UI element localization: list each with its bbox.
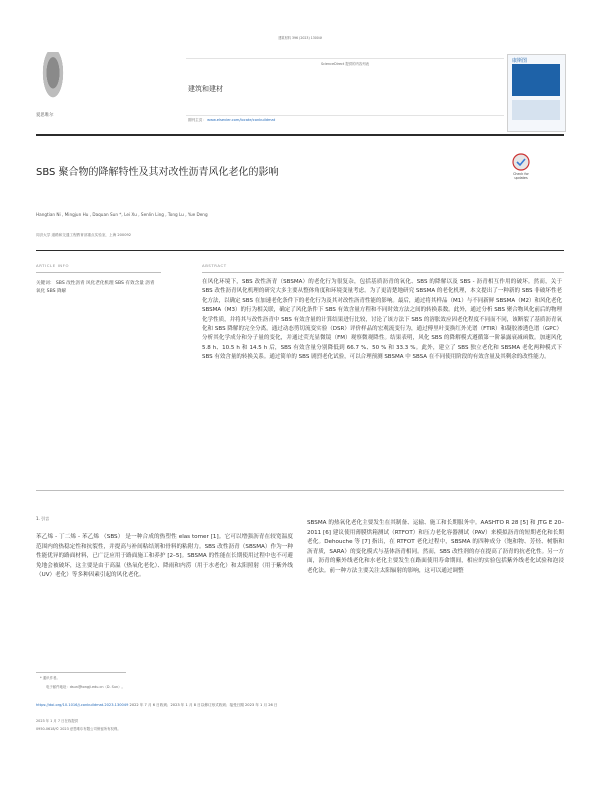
header-rule-mid xyxy=(186,115,504,116)
intro-heading: 1. 引言 xyxy=(36,516,50,521)
abstract-rule xyxy=(202,272,564,273)
header-rule-top xyxy=(186,58,504,59)
available-online: 2023 年 1 月 7 日在线提供 xyxy=(36,719,79,723)
copyright-line: 0950-0618/© 2023 爱思唯尔有限公司保留所有权利。 xyxy=(36,727,121,731)
check-updates-label-2: updates xyxy=(514,176,528,180)
journal-name: 建筑和建材 xyxy=(188,85,223,93)
abstract-heading: ABSTRACT xyxy=(202,263,227,268)
email-note: 电子邮件地址：dsun@tongji.edu.cn（D. Sun）。 xyxy=(46,685,125,689)
abstract-end-rule xyxy=(36,490,564,491)
check-updates-label: Check for xyxy=(513,172,529,176)
author-divider xyxy=(36,250,564,251)
author-list: Hangtian Ni , Mingjun Hu , Daquan Sun *, Lei Xu , Senlin Ling , Tong Lu , Yue Deng xyxy=(36,212,208,217)
contents-line: ScienceDirect 提供的内容列表 xyxy=(320,62,370,66)
check-for-updates-button[interactable] xyxy=(508,152,534,182)
header-divider xyxy=(36,134,564,136)
received-dates: 2022 年 7 月 6 日收到；2023 年 1 月 8 日以修订形式收到；接受日期 2023 年 1 月 26 日 xyxy=(129,703,278,707)
doi-link[interactable]: https://doi.org/10.1016/j.conbuildmat.2023.130049 xyxy=(36,703,129,707)
article-info-rule xyxy=(36,272,161,273)
cover-graphic-secondary xyxy=(512,100,560,120)
footnote-rule xyxy=(36,672,126,673)
homepage-label: 期刊主页： xyxy=(188,118,206,122)
intro-left-column: 苯乙烯 - 丁二烯 - 苯乙烯 （SBS） 是一种合成的热塑性 elas tomer [1]。它可以增强沥青在较宽温度范围内的热稳定性和抗裂性，并提高与补间粘结剂和骨料的粘附力。SBS 改性沥青（SBSMA）作为一种性能优异的路面材料，已广泛应用于路面施工和养护 [2–5]。SBSMA 的性能在长期使用过程中也不可避免地会被破坏，这主要是由于高温（热氧化老化）、降雨和内涝（用于水老化）和太阳照射（用于紫外线（UV）老化）等多种因素引起的风化老化。 xyxy=(36,534,293,579)
article-info-heading: ARTICLE INFO xyxy=(36,263,70,268)
cover-graphic xyxy=(512,64,560,96)
elsevier-logo xyxy=(40,52,66,104)
publisher-name: 爱思唯尔 xyxy=(36,113,54,118)
top-citation: 建筑材料 396 (2023) 13004ł xyxy=(278,36,322,40)
abstract-text: 在风化环境下，SBS 改性沥青（SBSMA）的老化行为很复杂，包括基质沥青的氧化、SBS 的降解以及 SBS - 沥青相互作用的破坏。然而，关于 SBS 改性沥青风化机理的研究大多主要从整体角度和环境变量考虑。为了更清楚地研究 SBSMA 的老化机理，本文提出了一种新的 SBS 非破坏性老化方法，以确定 SBS 在加速老化条件下的老化行为及其对改性沥青性能的影响。最后，通过将其样品（M1）与不同新鲜 SBSMA（M2）和风化老化 SBSMA（M3）的行为相关联，确定了风化条件下 SBS 有效含量方程和不同时效方法之间的转换系数。此外，通过分析 SBS 聚合物风化前后的物理化学性质，并将其与改性沥青中 SBS 有效含量的计算结果进行比较，讨论了该方法下 SBS 的溶胀效应因老化程度不同而不同，该断裂了基质沥青氧化和 SBS 降解的完全分离。通过动态剪切流变实验（DSR）评价样品的宏观流变行为，通过傅里叶变换红外光谱（FTIR）和凝胶渗透色谱（GPC）分析其化学成分和分子量的变化，并通过荧光显微镜（FM）观察微观降性。结果表明，风化 SBS 的降解模式遵循第一阶暴露衰减函数。加速风化 5.8 h、10.5 h 和 14.5 h 后，SBS 有效含量分别降低到 66.7 %、50 % 和 33.3 %。此外，建立了 SBS 独立老化和 SBSMA 老化两种模式下 SBS 有效含量的转换关系。通过简单的 SBS 剧烈老化试验，可以合理预测 SBSMA 中 SBSA 在不同使用阶段的有效含量及其剩余的改性能力。 xyxy=(202,279,562,361)
article-history xyxy=(36,703,564,707)
keywords: 关键词： SBS 改性沥青 风化老化机理 SBS 有效含量 沥青氧化 SBS 降解 xyxy=(36,281,155,294)
intro-right-column: SBSMA 的热氧化老化主要发生在其制备、运输、施工和长期服务中。AASHTO R 28 [5] 和 JTG E 20–2011 [6] 建议使用薄膜烘箱测试（RTFOT）和压力老化容器测试（PAV）来模拟沥青的短期老化和长期老化。Dehouche 等 [7] 指出，在 RTFOT 老化过程中，SBSMA 的四种成分（饱和物、芳烃、树脂和沥青质，SARA）的变化模式与基体沥青相同。然而，SBS 改性剂的存在提高了沥青的抗老化性。另一方面，沥青的紫外线老化和水老化主要发生在路面使用寿命期间，相应的实验包括紫外线老化试验和泡浸老化法。前一种方法主要关注太阳辐射的影响，这可以通过调整 xyxy=(307,520,564,574)
corresponding-author-note: * 通讯作者。 xyxy=(40,676,60,680)
article-title: SBS 聚合物的降解特性及其对改性沥青风化老化的影响 xyxy=(36,167,279,178)
affiliation: 同济大学 道路和交通工程教育部重点实验室，上海 200092 xyxy=(36,233,132,237)
journal-cover xyxy=(507,54,566,132)
homepage-line xyxy=(188,118,275,122)
cover-title: 康斯图 xyxy=(512,58,528,64)
homepage-link[interactable]: www.elsevier.com/locate/conbuildmat xyxy=(207,118,276,122)
